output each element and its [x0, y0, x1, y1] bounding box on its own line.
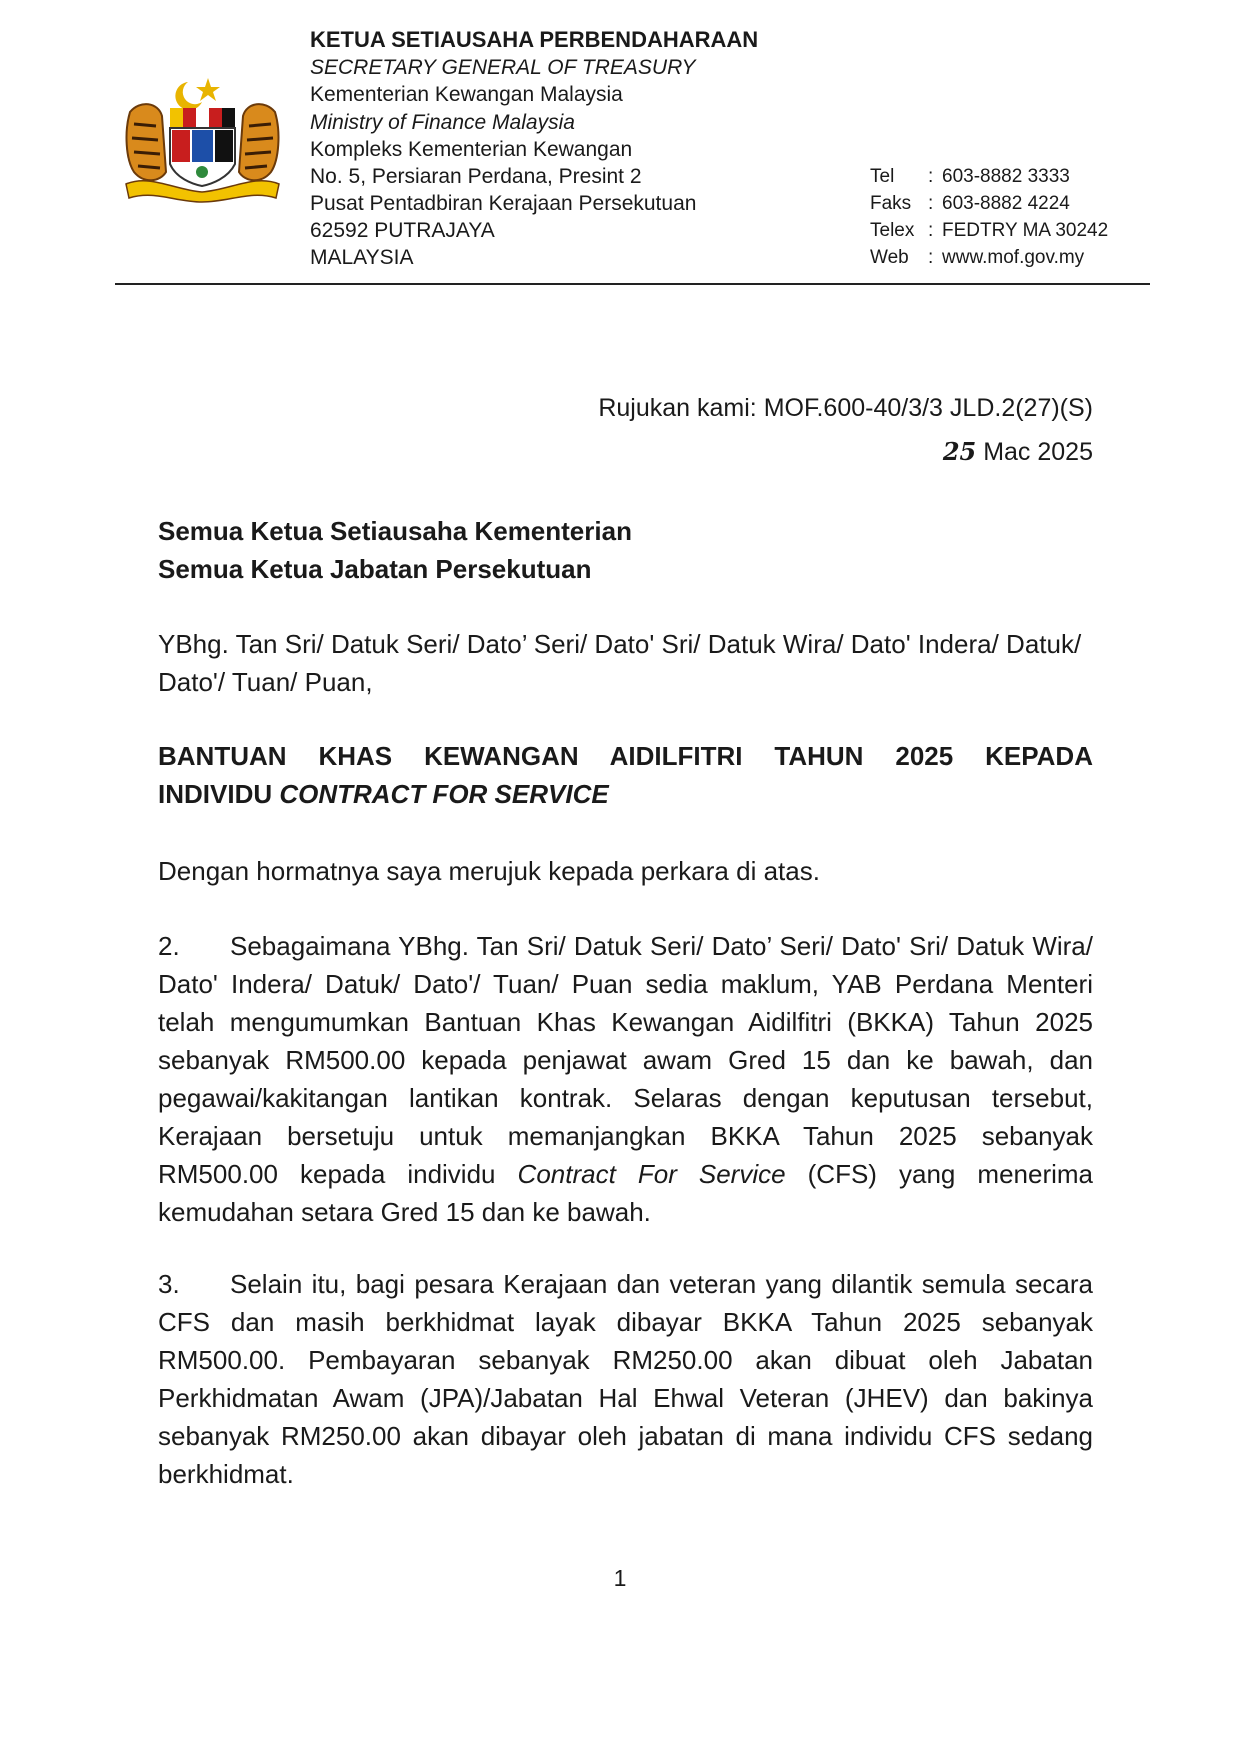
opening-sentence: Dengan hormatnya saya merujuk kepada perkara di atas. — [158, 856, 820, 886]
subject-line-2: INDIVIDU CONTRACT FOR SERVICE — [158, 779, 609, 809]
address-line: Kompleks Kementerian Kewangan — [310, 138, 633, 161]
contact-telex: Telex : FEDTRY MA 30242 — [870, 220, 1109, 241]
reference-number: Rujukan kami: MOF.600-40/3/3 JLD.2(27)(S) — [598, 394, 1093, 422]
ministry-name: Kementerian Kewangan Malaysia — [310, 83, 623, 106]
address-line: 62592 PUTRAJAYA — [310, 219, 495, 242]
address-line: MALAYSIA — [310, 246, 414, 269]
paragraph-3: 3. Selain itu, bagi pesara Kerajaan dan veteran yang dilantik semula secara CFS dan masih berkhidmat layak dibayar BKKA Tahun 2025 sebanyak RM500.00. Pembayaran sebanyak RM250.00 akan dibuat oleh Jabatan Perkhidmatan Awam (JPA)/Jabatan Hal Ehwal Veteran (JHEV) dan bakinya sebanyak RM250.00 akan dibayar oleh jabatan di mana individu CFS sedang berkhidmat. — [158, 1269, 1093, 1489]
address-line: Pusat Pentadbiran Kerajaan Persekutuan — [310, 192, 697, 215]
letterhead-divider — [115, 283, 1150, 285]
address-line: No. 5, Persiaran Perdana, Presint 2 — [310, 165, 642, 188]
org-name: KETUA SETIAUSAHA PERBENDAHARAAN — [310, 27, 759, 52]
ministry-name-english: Ministry of Finance Malaysia — [310, 111, 575, 134]
addressee-line: Semua Ketua Setiausaha Kementerian — [158, 516, 632, 546]
coat-of-arms-icon — [120, 72, 285, 204]
salutation: YBhg. Tan Sri/ Datuk Seri/ Dato’ Seri/ Dato' Sri/ Datuk Wira/ Dato' Indera/ Datuk/ Dato'/ Tuan/ Puan, — [158, 629, 1082, 697]
addressee-line: Semua Ketua Jabatan Persekutuan — [158, 554, 592, 584]
contact-fax: Faks : 603-8882 4224 — [870, 193, 1070, 214]
page-number: 1 — [613, 1565, 627, 1591]
org-name-english: SECRETARY GENERAL OF TREASURY — [310, 56, 696, 79]
paragraph-2: 2. Sebagaimana YBhg. Tan Sri/ Datuk Seri/ Dato’ Seri/ Dato' Sri/ Datuk Wira/ Dato' Indera/ Datuk/ Dato'/ Tuan/ Puan sedia maklum, YAB Perdana Menteri telah mengumumkan Bantuan Khas Kewangan Aidilfitri (BKKA) Tahun 2025 sebanyak RM500.00 kepada penjawat awam Gred 15 dan ke bawah, dan pegawai/kakitangan lantikan kontrak. Selaras dengan keputusan tersebut, Kerajaan bersetuju untuk memanjangkan BKKA Tahun 2025 sebanyak RM500.00 kepada individu Contract For Service (CFS) yang menerima kemudahan setara Gred 15 dan ke bawah. — [158, 931, 1093, 1227]
subject-line-1: BANTUAN KHAS KEWANGAN AIDILFITRI TAHUN 2025 KEPADA — [158, 741, 1093, 771]
contact-web[interactable]: Web : www.mof.gov.my — [870, 247, 1085, 268]
letter-date: 25 Mac 2025 — [942, 437, 1093, 466]
contact-tel: Tel : 603-8882 3333 — [870, 166, 1070, 187]
